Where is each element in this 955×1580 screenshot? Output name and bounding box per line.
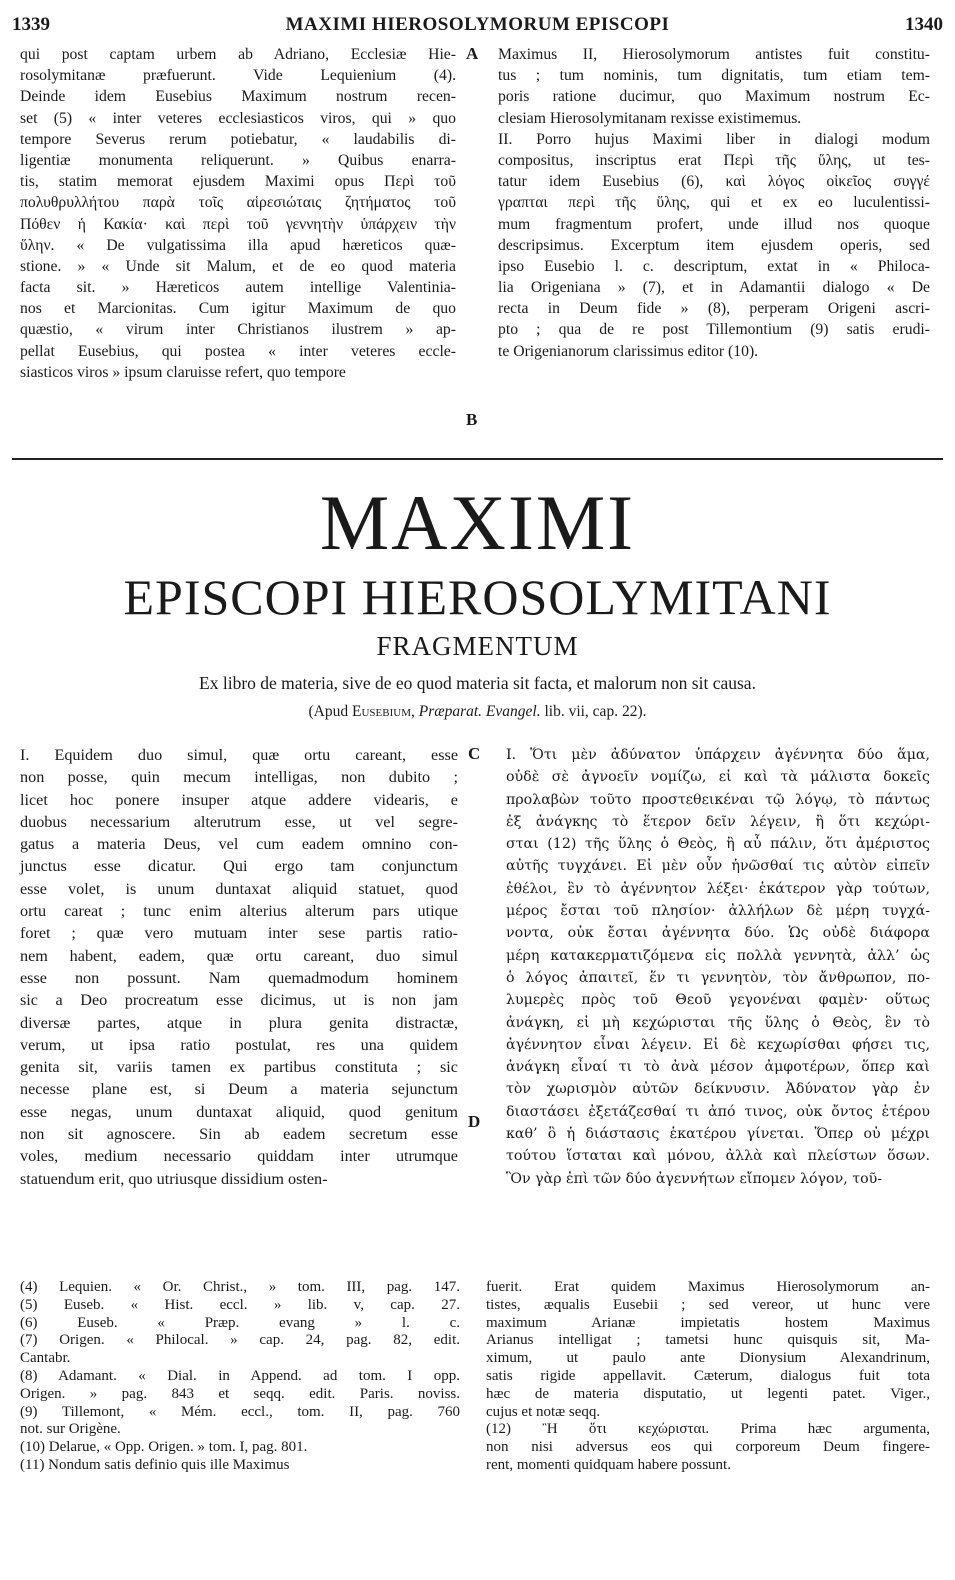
text-line: poris ratione ducimur, quo Maximum nostrum Ec- — [498, 88, 930, 106]
text-line: junctus esse dicatur. Qui ergo tam conjunctum — [20, 857, 458, 876]
text-line: lia Origeniana » (7), et in Adamantii dialogo « De — [498, 279, 930, 297]
text-line: rent, momenti quidquam habere possunt. — [486, 1456, 731, 1473]
margin-marker-b: B — [466, 410, 478, 429]
text-line: ligentiæ monumenta reliquerunt. » Quibus enarra- — [20, 151, 456, 169]
text-line: maximum Arianæ impietatis hostem Maximus — [486, 1314, 930, 1331]
text-line: (12) Ἢ ὅτι κεχώρισται. Prima hæc argumenta, — [486, 1421, 930, 1438]
text-line: non posse, quin mecum intelligas, non dubito ; — [20, 768, 458, 787]
margin-marker-d: D — [468, 1112, 481, 1131]
text-line: Πόθεν ἡ Κακία· καὶ περὶ τοῦ γεννητὴν ὑπάρχειν τὴν — [20, 215, 456, 233]
text-line: recta in Deum fide » (8), perperam Origeni ascri- — [498, 300, 930, 318]
margin-marker-a: A — [466, 44, 479, 63]
text-line: (9) Tillemont, « Mém. eccl., tom. II, pag. 760 — [20, 1403, 460, 1420]
title-line-1: MAXIMI — [319, 479, 636, 566]
text-line: μέρος ἔσται τοῦ πλησίον· ἀλλήλων δὲ μέρη τυγχά- — [506, 903, 930, 920]
text-line: ἀνάγκη εἶναί τι τὸ ἀνὰ μέσον ἀμφοτέρων, ὅπερ καὶ — [506, 1059, 930, 1076]
text-line: set (5) « inter veteres ecclesiasticos viros, qui » quo — [20, 109, 456, 127]
text-line: genita sit, variis tamen ex partibus constituta ; sic — [20, 1058, 458, 1077]
text-line: duobus necessarium alterutrum esse, ut vel segre- — [20, 812, 458, 831]
text-line: rosolymitanæ præfuerunt. Vide Lequienium (4). — [20, 67, 456, 85]
text-line: I. Equidem duo simul, quæ ortu careant, esse — [20, 746, 458, 764]
text-line: licet hoc ponere insuper atque addere videaris, e — [20, 790, 458, 809]
subtitle: Ex libro de materia, sive de eo quod materia sit facta, et malorum non sit causa. — [199, 673, 756, 693]
text-line: νοντα, οὐκ ἔσται ἀγέννητα δύο. Ὡς οὐδὲ διάφορα — [506, 925, 930, 942]
text-line: not. sur Origène. — [20, 1421, 121, 1438]
text-line: (7) Origen. « Philocal. » cap. 24, pag. 82, edit. — [20, 1332, 460, 1349]
title-line-3: FRAGMENTUM — [376, 631, 579, 661]
text-line: Deinde idem Eusebius Maximum nostrum recen- — [20, 88, 456, 106]
footnotes-left — [20, 1279, 460, 1475]
text-line: te Origenianorum clarissimus editor (10). — [498, 342, 759, 360]
text-line: ximum, ut paulo ante Dionysium Alexandrinum, — [486, 1350, 930, 1367]
text-line: tis, statim memorat ejusdem Maximi opus Περὶ τοῦ — [20, 173, 456, 191]
text-line: tempore Severus rerum potiebatur, « laudabilis di- — [20, 130, 456, 148]
text-line: (5) Euseb. « Hist. eccl. » lib. v, cap. 27. — [20, 1296, 460, 1313]
text-line: clesiam Hierosolymitanam rexisse existimemus. — [498, 109, 802, 127]
text-line: προλαβὼν τοῦτο προστεθεικέναι τῷ λόγῳ, τὸ πάντως — [506, 791, 930, 808]
margin-marker-c: C — [468, 744, 481, 763]
text-line: ipso Eusebio l. c. descriptum, extat in « Philoca- — [498, 257, 930, 275]
source-sep: , — [410, 703, 419, 720]
text-line: Origen. » pag. 843 et seqq. edit. Paris. noviss. — [20, 1385, 460, 1402]
text-line: non sit agnoscere. Sin ab eadem secretum esse — [20, 1125, 458, 1144]
text-line: II. Porro hujus Maximi liber in dialogi modum — [498, 130, 930, 148]
text-line: voles, medium necessario quiddam inter utrumque — [20, 1147, 458, 1166]
text-line: ἐξ ἀνάγκης τὸ ἕτερον δεῖν λέγειν, ἢ ὅτι κεχώρι- — [506, 813, 930, 830]
text-line: hæc de materia disputatio, ut legenti patet. Viger., — [486, 1385, 930, 1402]
text-line: ὕλην. « De vulgatissima illa apud hæreticos quæ- — [20, 236, 456, 254]
text-line: τὸν χωρισμὸν αὐτῶν δείκνυσιν. Ἀδύνατον γὰρ ἐν — [506, 1081, 930, 1098]
text-line: esse negas, unum duntaxat aliquid, quod genitum — [20, 1102, 458, 1121]
text-line: mum fragmentum profert, unde illud nos quoque — [498, 215, 930, 233]
page-header — [12, 14, 943, 38]
text-line: nos et Marcionitas. Cum igitur Maximum de quo — [20, 300, 456, 318]
source-open: (Apud — [308, 703, 352, 720]
text-line: esse non possunt. Nam quemadmodum hominem — [20, 968, 458, 987]
text-line: (6) Euseb. « Præp. evang » l. c. — [20, 1314, 460, 1331]
text-line: Arianus intelligat ; tametsi hunc quisquis sit, Ma- — [486, 1332, 930, 1349]
text-line: qui post captam urbem ab Adriano, Ecclesiæ Hie- — [20, 46, 456, 63]
text-line: τούτου ἵσταται καὶ μόνου, ἀλλὰ καὶ πλείστων ὅσων. — [506, 1148, 930, 1165]
text-line: pellat Eusebius, qui postea « inter veteres eccle- — [20, 342, 456, 360]
text-line: foret ; quæ vero mutuam inter sese partis ratio- — [20, 924, 458, 943]
section-divider — [12, 458, 943, 460]
title-line-2: EPISCOPI HIEROSOLYMITANI — [123, 569, 832, 625]
text-line: gatus a materia Deus, vel cum eadem omnino con- — [20, 835, 458, 854]
text-line: descripsimus. Excerptum item ejusdem operis, sed — [498, 236, 930, 254]
text-line: (11) Nondum satis definio quis ille Maximus — [20, 1456, 290, 1473]
text-line: quæstio, « virum inter Christianos ilustrem » ap- — [20, 321, 456, 339]
text-line: statuendum erit, quo utriusque dissidium osten- — [20, 1169, 328, 1188]
text-line: non nisi adversus eos qui corporeum Deum fingere- — [486, 1439, 930, 1456]
intro-left-column — [20, 44, 456, 383]
text-line: οὐδὲ σὲ ἀγνοεῖν νομίζω, εἰ καὶ τὰ μάλιστα δοκεῖς — [506, 769, 930, 786]
text-line: ortu careat ; tunc enim alterius alterum pars utique — [20, 902, 458, 921]
text-line: fuerit. Erat quidem Maximus Hierosolymorum an- — [486, 1279, 930, 1295]
intro-right-column — [498, 44, 930, 362]
text-line: (10) Delarue, « Opp. Origen. » tom. I, pag. 801. — [20, 1439, 308, 1456]
text-line: μέρη κατακερματιζόμενα εἰς πολλὰ γεννητὰ, ἀλλ’ ὡς — [506, 947, 930, 964]
text-line: I. Ὅτι μὲν ἀδύνατον ὑπάρχειν ἀγέννητα δύο ἅμα, — [506, 747, 930, 763]
text-line: ὁ λόγος ἀπαιτεῖ, ἕν τι γεννητὸν, τὸν ἄνθρωπον, πο- — [506, 969, 930, 986]
source-rest: lib. vii, cap. 22). — [540, 703, 647, 720]
greek-text-column — [506, 744, 930, 1190]
text-line: tus ; tum nominis, tum dignitatis, tum etiam tem- — [498, 67, 930, 85]
text-line: καθ’ ὃ ἡ διάστασις ἑκατέρου γίνεται. Ὅπερ οὐ μέχρι — [506, 1126, 930, 1143]
text-line: (8) Adamant. « Dial. in Append. ad tom. I opp. — [20, 1367, 460, 1384]
text-line: siasticos viros » ipsum claruisse refert, quo tempore — [20, 363, 346, 381]
running-title: MAXIMI HIEROSOLYMORUM EPISCOPI — [285, 14, 670, 35]
text-line: ἐθέλοι, ἓν τὸ ἀγέννητον λέξει· ἑκάτερον γὰρ τούτων, — [506, 880, 930, 897]
text-line: λυμερὲς πρὸς τοῦ Θεοῦ γεγονέναι φαμὲν· οὕτως — [506, 992, 930, 1009]
text-line: compositus, inscriptus erat Περὶ τῆς ὕλης, ut tes- — [498, 151, 930, 169]
text-line: Cantabr. — [20, 1350, 71, 1367]
page-number-left: 1339 — [12, 14, 50, 35]
text-line: pto ; qua de re post Tillemontium (9) satis erudi- — [498, 321, 930, 339]
text-line: σται (12) τῆς ὕλης ὁ Θεὸς, ἢ αὖ πάλιν, ὅτι ἀμέριστος — [506, 836, 930, 853]
text-line: esse volet, is unum duntaxat aliquid statuet, quod — [20, 879, 458, 898]
text-line: tatur idem Eusebius (6), καὶ λόγος οἰκεῖος συγγέ — [498, 173, 930, 191]
text-line: nem habent, eadem, quæ ortu careant, duo simul — [20, 946, 458, 965]
text-line: Maximus II, Hierosolymorum antistes fuit constitu- — [498, 46, 930, 63]
text-line: (4) Lequien. « Or. Christ., » tom. III, pag. 147. — [20, 1279, 460, 1295]
text-line: γραπται περὶ τῆς ὕλης, qui et ex eo luculentissi- — [498, 194, 930, 212]
text-line: stione. » « Unde sit Malum, et de eo quod materia — [20, 257, 456, 275]
footnotes-right — [486, 1279, 930, 1475]
text-line: verum, ut ipsa ratio postulat, res una quidem — [20, 1035, 458, 1054]
text-line: facta sit. » Hæreticos autem intellige Valentinia- — [20, 279, 456, 297]
text-line: ἀγέννητον εἶναι λέγειν. Εἰ δὲ κεχωρίσθαι φήσει τις, — [506, 1036, 930, 1053]
text-line: satis rigide appellavit. Cæterum, dialogus fuit tota — [486, 1367, 930, 1384]
source-author: Eusebium — [352, 703, 411, 720]
text-line: sic a Deo procreatum esse dicimus, ut is non jam — [20, 991, 458, 1010]
text-line: necesse plane est, si Deum a materia sejunctum — [20, 1080, 458, 1099]
text-line: diversæ partes, atque in plura genita distractæ, — [20, 1013, 458, 1032]
text-line: αὐτῆς τυγχάνει. Εἰ μὲν οὖν ἡνῶσθαί τις αὐτὸν εἰπεῖν — [506, 858, 930, 875]
latin-text-column — [20, 744, 458, 1190]
text-line: tistes, æqualis Eusebii ; sed vereor, ut hunc vere — [486, 1296, 930, 1313]
source-work: Præparat. Evangel. — [418, 703, 541, 720]
source-citation — [12, 700, 943, 724]
text-line: πολυθρυλλήτου παρὰ τοῖς αἱρεσιώταις ζητήματος τοῦ — [20, 194, 456, 212]
text-line: Ὃν γὰρ ἐπὶ τῶν δύο ἀγεννήτων εἴπομεν λόγον, τοῦ- — [506, 1170, 883, 1187]
text-line: cujus et notæ seqq. — [486, 1403, 601, 1420]
title-block — [12, 478, 943, 724]
text-line: διαστάσει ἐξετάζεσθαί τι ἀπό τινος, οὐκ ὄντος ἑτέρου — [506, 1103, 930, 1120]
page-number-right: 1340 — [905, 14, 943, 35]
text-line: ἀνάγκη, εἰ μὴ κεχώρισται τῆς ὕλης ὁ Θεὸς, ἓν τὸ — [506, 1014, 930, 1031]
